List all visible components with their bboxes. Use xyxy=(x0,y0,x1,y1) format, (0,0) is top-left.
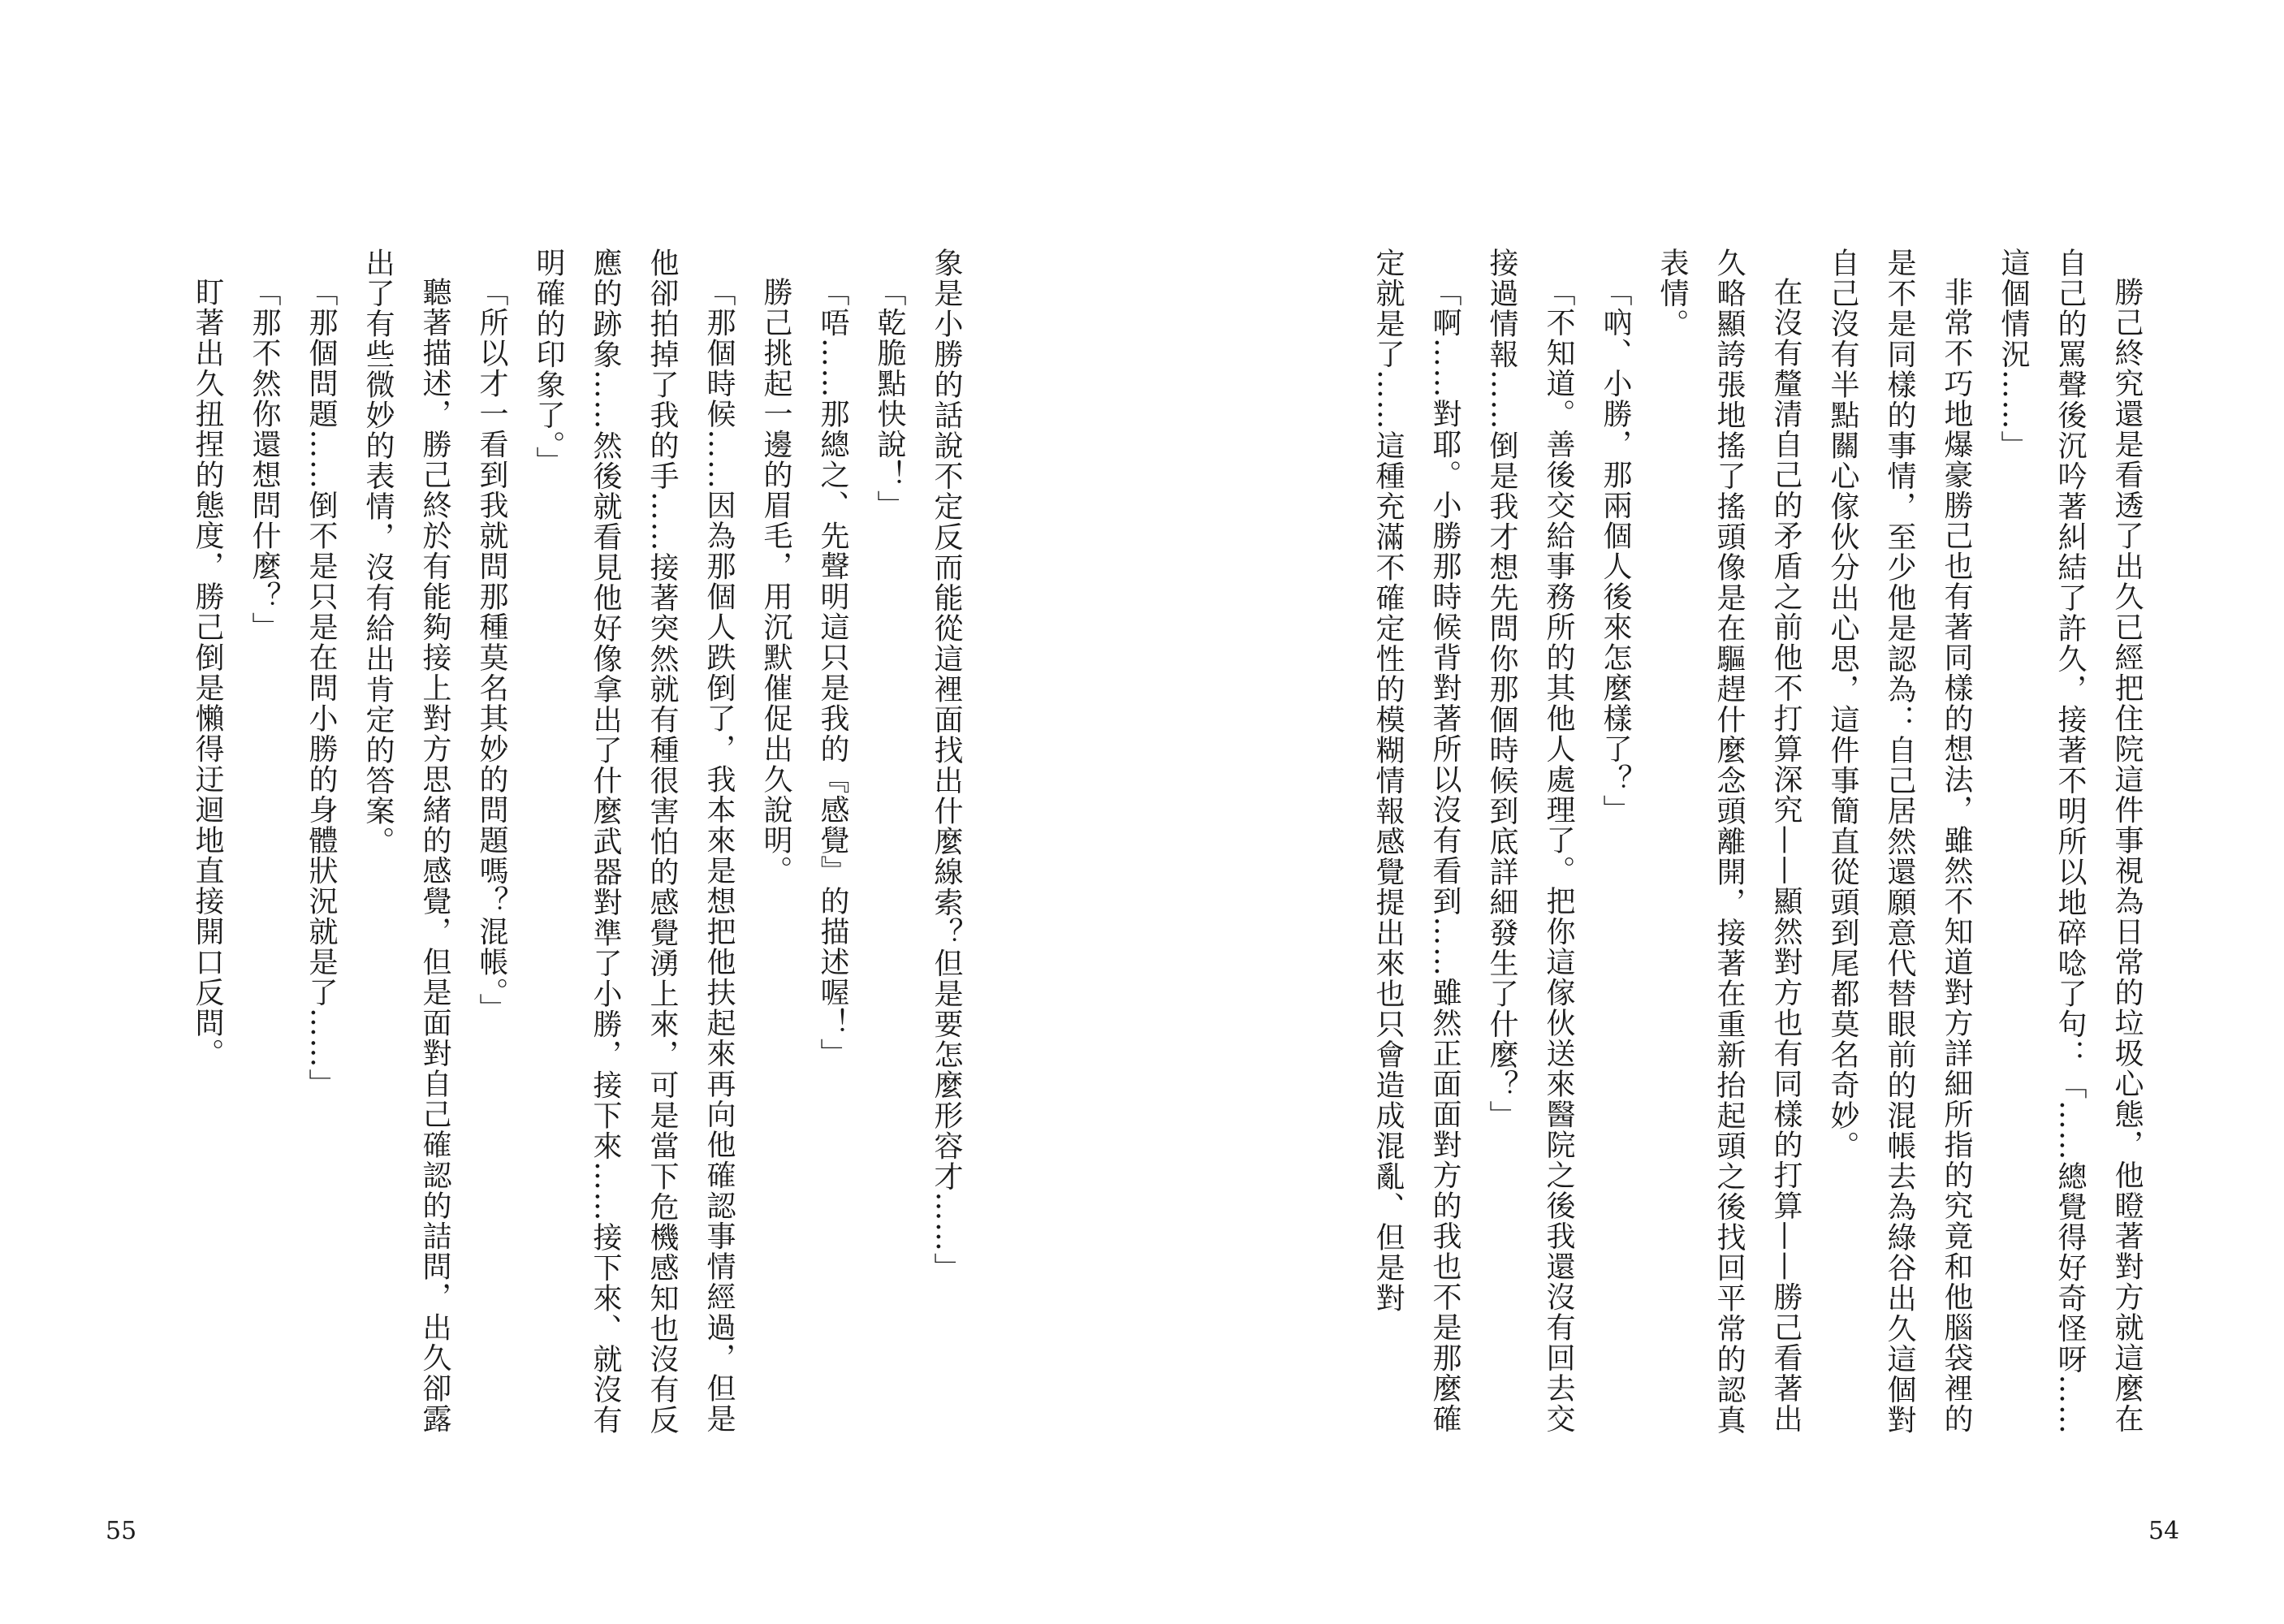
paragraph: 「乾脆點快說！」 xyxy=(873,277,906,520)
paragraph: 「那個問題……倒不是只是在問小勝的身體狀況就是了……」 xyxy=(304,277,338,1099)
paragraph: 「那不然你還想問什麼？」 xyxy=(248,277,281,642)
paragraph: 盯著出久扭捏的態度，勝己倒是懶得迂迴地直接開口反問。 xyxy=(191,277,224,1069)
paragraph: 在沒有釐清自己的矛盾之前他不打算深究——顯然對方也有同樣的打算——勝己看著出久略顯誇張地搖了搖頭像是在驅趕什麼念頭離開，接著在重新抬起頭之後找回平常的認真表情。 xyxy=(1656,248,1803,1436)
right-page-text xyxy=(1343,248,2155,1449)
paragraph: 勝己終究還是看透了出久已經把住院這件事視為日常的垃圾心態，他瞪著對方就這麼在自己的罵聲後沉吟著糾結了許久，接著不明所以地碎唸了句：「……總覺得好奇怪呀……這個情況……」 xyxy=(1997,248,2144,1436)
paragraph: 「唔……那總之、先聲明這只是我的『感覺』的描述喔！」 xyxy=(816,277,849,1069)
left-page-text xyxy=(171,248,974,1449)
paragraph: 象是小勝的話說不定反而能從這裡面找出什麼線索？但是要怎麼形容才……」 xyxy=(930,248,963,1283)
paragraph: 非常不巧地爆豪勝己也有著同樣的想法，雖然不知道對方詳細所指的究竟和他腦袋裡的是不是同樣的事情，至少他是認為：自己居然還願意代替眼前的混帳去為綠谷出久這個對自己沒有半點關心傢伙分出心思，這件事簡直從頭到尾都莫名奇妙。 xyxy=(1826,248,1973,1436)
paragraph: 「不知道。善後交給事務所的其他人處理了。把你這傢伙送來醫院之後我還沒有回去交接過情報……倒是我才想先問你那個時候到底詳細發生了什麼？」 xyxy=(1485,248,1575,1434)
paragraph: 「啊……對耶。小勝那時候背對著所以沒有看到……雖然正面面對方的我也不是那麼確定就是了……這種充滿不確定性的模糊情報感覺提出來也只會造成混亂、但是對 xyxy=(1371,248,1462,1434)
page-number: 54 xyxy=(2148,1517,2180,1545)
page-number: 55 xyxy=(106,1517,137,1545)
paragraph: 「所以才一看到我就問那種莫名其妙的問題嗎？混帳。」 xyxy=(475,277,508,1024)
right-page xyxy=(1142,0,2283,1624)
paragraph: 聽著描述，勝己終於有能夠接上對方思緒的感覺，但是面對自己確認的詰問，出久卻露出了有些微妙的表情，沒有給出肯定的答案。 xyxy=(361,248,451,1434)
paragraph: 勝己挑起一邊的眉毛，用沉默催促出久說明。 xyxy=(759,277,792,886)
paragraph: 「吶、小勝，那兩個人後來怎麼樣了？」 xyxy=(1599,277,1632,825)
paragraph: 「那個時候……因為那個人跌倒了，我本來是想把他扶起來再向他確認事情經過，但是他卻拍掉了我的手……接著突然就有種很害怕的感覺湧上來，可是當下危機感知也沒有反應的跡象……然後就看見他好像拿出了什麼武器對準了小勝，接下來……接下來、就沒有明確的印象了。」 xyxy=(532,248,736,1436)
